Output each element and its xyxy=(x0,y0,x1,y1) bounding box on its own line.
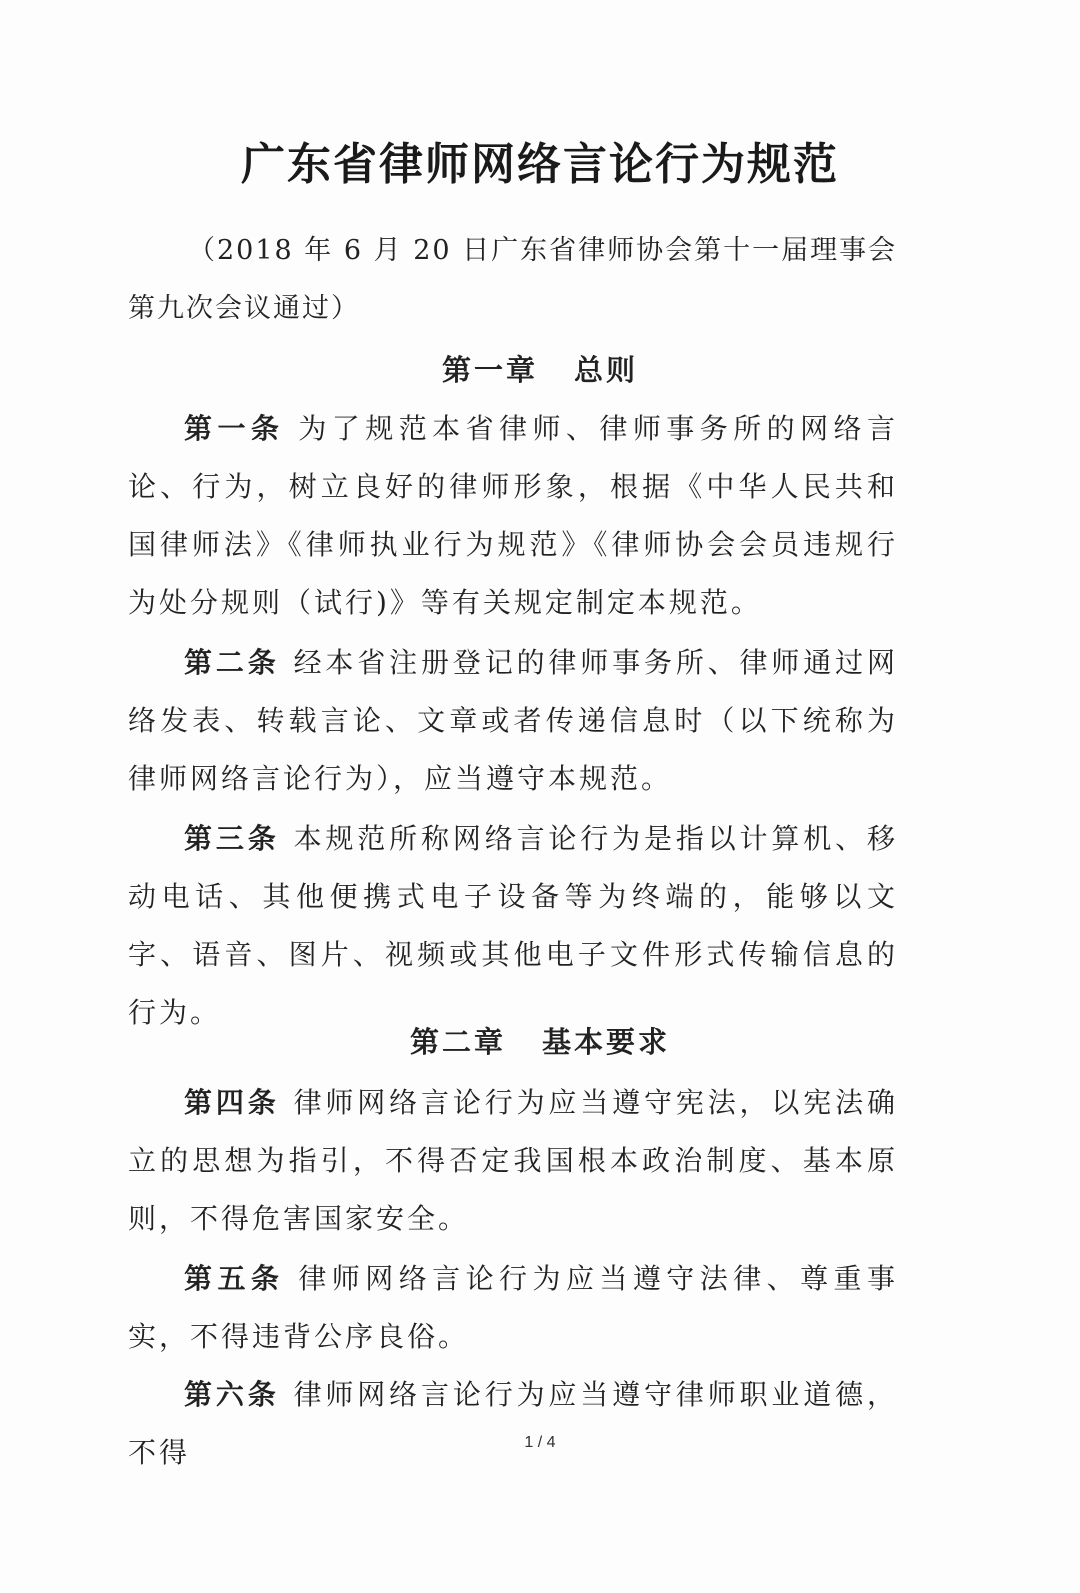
chapter-number: 第二章 xyxy=(409,1025,506,1059)
article-label: 第三条 xyxy=(184,822,280,855)
article-label: 第二条 xyxy=(184,646,280,679)
document-subtitle: （2018 年 6 月 20 日广东省律师协会第十一届理事会第九次会议通过） xyxy=(128,235,898,324)
article-text: 经本省注册登记的律师事务所、律师通过网络发表、转载言论、文章或者传递信息时（以下统称为律师网络言论行为），应当遵守本规范。 xyxy=(128,646,898,795)
article-text: 为了规范本省律师、律师事务所的网络言论、行为，树立良好的律师形象，根据《中华人民共和国律师法》《律师执业行为规范》《律师协会会员违规行为处分规则（试行)》等有关规定制定本规范。 xyxy=(128,412,898,619)
article-5 xyxy=(128,1250,898,1366)
article-text: 律师网络言论行为应当遵守宪法，以宪法确立的思想为指引，不得否定我国根本政治制度、基本原则，不得危害国家安全。 xyxy=(128,1086,898,1235)
article-6 xyxy=(128,1366,898,1482)
article-label: 第五条 xyxy=(184,1262,285,1295)
article-3 xyxy=(128,810,898,1042)
article-text: 本规范所称网络言论行为是指以计算机、移动电话、其他便携式电子设备等为终端的，能够以文字、语音、图片、视频或其他电子文件形式传输信息的行为。 xyxy=(128,822,898,1029)
article-label: 第一条 xyxy=(184,412,285,445)
article-2 xyxy=(128,634,898,808)
article-text: 律师网络言论行为应当遵守律师职业道德，不得 xyxy=(128,1378,898,1469)
article-label: 第四条 xyxy=(184,1086,280,1119)
chapter-name: 总则 xyxy=(574,353,639,387)
article-label: 第六条 xyxy=(184,1378,280,1411)
chapter-name: 基本要求 xyxy=(542,1025,671,1059)
document-title: 广东省律师网络言论行为规范 xyxy=(241,139,839,190)
article-1 xyxy=(128,400,898,632)
article-text: 律师网络言论行为应当遵守法律、尊重事实，不得违背公序良俗。 xyxy=(128,1262,898,1353)
page-number: 1 / 4 xyxy=(524,1434,556,1451)
chapter-number: 第一章 xyxy=(441,353,538,387)
chapter-heading-2 xyxy=(0,1020,1080,1061)
chapter-heading-1 xyxy=(0,348,1080,389)
article-4 xyxy=(128,1074,898,1248)
